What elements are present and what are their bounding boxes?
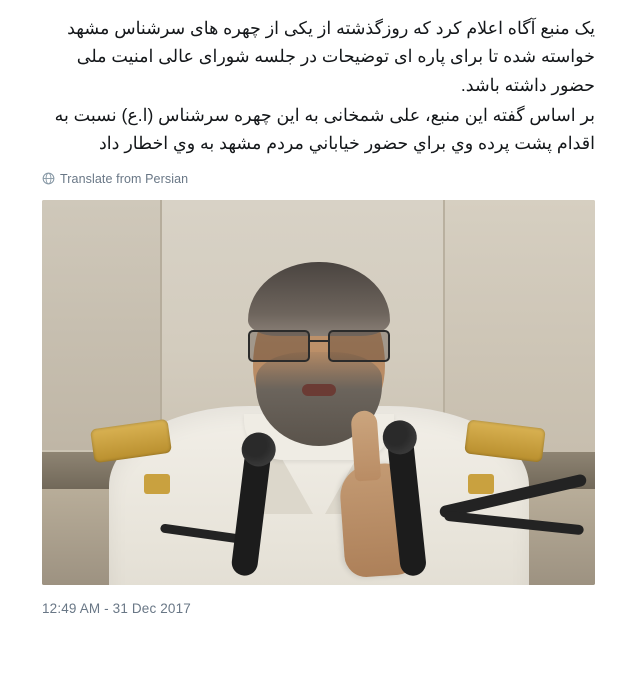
tweet-timestamp[interactable]: 12:49 AM - 31 Dec 2017 <box>42 600 191 616</box>
globe-icon <box>42 172 55 185</box>
uniform-badge-left <box>144 474 170 494</box>
translate-link[interactable]: Translate from Persian <box>60 171 189 186</box>
tweet-paragraph-2: بر اساس گفته این منبع، علی شمخانی به این چهره سرشناس (ا.ع) نسبت به اقدام پشت پرده وي براي حضور خیاباني مردم مشهد به وي اخطار داد <box>54 105 595 154</box>
subject-glasses <box>246 330 392 360</box>
tweet-text <box>0 0 637 162</box>
subject-index-finger <box>350 410 381 482</box>
tweet-photo[interactable] <box>42 200 595 585</box>
uniform-badge-right <box>468 474 494 494</box>
subject-mouth <box>302 384 336 396</box>
translate-row[interactable] <box>0 162 637 186</box>
photo-scene <box>42 200 595 585</box>
tweet-paragraph-1: یک منبع آگاه اعلام کرد که روزگذشته از یکی از چهره های سرشناس مشهد خواسته شده تا برای پاره ای توضیحات در جلسه شورای عالی امنیت ملی حضور داشته باشد. <box>67 18 595 95</box>
photo-subject <box>84 256 554 585</box>
subject-hair <box>248 262 390 336</box>
glasses-bridge <box>308 340 330 343</box>
glasses-lens-right <box>328 330 390 362</box>
glasses-lens-left <box>248 330 310 362</box>
